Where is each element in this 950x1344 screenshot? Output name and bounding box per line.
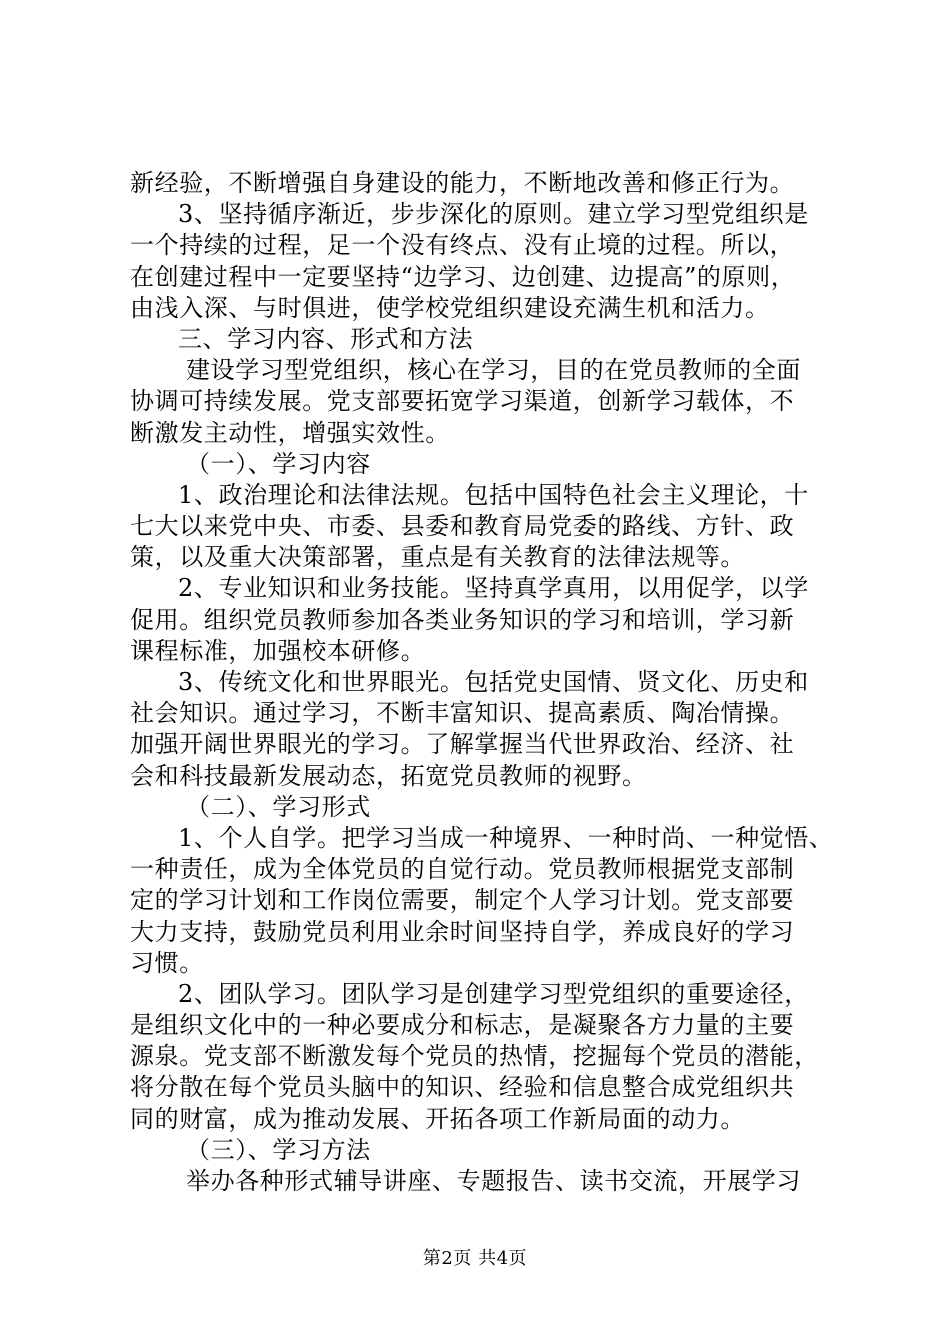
text-line: 促用。组织党员教师参加各类业务知识的学习和培训，学习新 <box>130 605 795 634</box>
text-line: 一个持续的过程，足一个没有终点、没有止境的过程。所以， <box>130 231 795 260</box>
text-line: 由浅入深、与时俱进，使学校党组织建设充满生机和活力。 <box>130 293 770 322</box>
text-line: 3、坚持循序渐近，步步深化的原则。建立学习型党组织是 <box>178 200 809 229</box>
text-line: 源泉。党支部不断激发每个党员的热情，挖掘每个党员的潜能， <box>130 1042 819 1071</box>
page-number: 第2页 共4页 <box>422 1248 528 1269</box>
text-line: 新经验，不断增强自身建设的能力，不断地改善和修正行为。 <box>130 169 795 197</box>
subsection-heading: （三）、学习方法 <box>186 1135 371 1164</box>
text-line: 1、政治理论和法律法规。包括中国特色社会主义理论，十 <box>178 480 809 509</box>
text-line: 大力支持，鼓励党员利用业余时间坚持自学，养成良好的学习 <box>130 917 795 946</box>
text-line: 协调可持续发展。党支部要拓宽学习渠道，创新学习载体，不 <box>130 387 795 416</box>
text-line: 举办各种形式辅导讲座、专题报告、读书交流，开展学习 <box>186 1167 801 1195</box>
text-line: 社会知识。通过学习，不断丰富知识、提高素质、陶冶情操。 <box>130 699 795 728</box>
text-line: 断激发主动性，增强实效性。 <box>130 418 450 447</box>
text-line: 建设学习型党组织，核心在学习，目的在党员教师的全面 <box>186 356 801 385</box>
text-line: 2、专业知识和业务技能。坚持真学真用，以用促学，以学 <box>178 574 809 603</box>
document-body <box>130 168 834 1197</box>
text-line: 一种责任，成为全体党员的自觉行动。党员教师根据党支部制 <box>130 855 795 884</box>
text-line: 会和科技最新发展动态，拓宽党员教师的视野。 <box>130 761 647 790</box>
text-line: 七大以来党中央、市委、县委和教育局党委的路线、方针、政 <box>130 512 795 541</box>
subsection-heading: （二）、学习形式 <box>186 792 371 821</box>
subsection-heading: （一）、学习内容 <box>186 449 371 478</box>
text-line: 课程标准，加强校本研修。 <box>130 636 426 665</box>
text-line: 3、传统文化和世界眼光。包括党史国情、贤文化、历史和 <box>178 668 809 696</box>
text-line: 将分散在每个党员头脑中的知识、经验和信息整合成党组织共 <box>130 1073 795 1102</box>
text-line: 习惯。 <box>130 948 204 977</box>
text-line: 在创建过程中一定要坚持“边学习、边创建、边提高”的原则， <box>130 262 796 291</box>
text-line: 定的学习计划和工作岗位需要，制定个人学习计划。党支部要 <box>130 886 795 915</box>
text-line: 2、团队学习。团队学习是创建学习型党组织的重要途径， <box>178 979 809 1008</box>
text-line: 1、个人自学。把学习当成一种境界、一种时尚、一种觉悟、 <box>178 823 834 852</box>
text-line: 是组织文化中的一种必要成分和标志，是凝聚各方力量的主要 <box>130 1011 795 1040</box>
text-line: 加强开阔世界眼光的学习。了解掌握当代世界政治、经济、社 <box>130 730 795 759</box>
text-line: 同的财富，成为推动发展、开拓各项工作新局面的动力。 <box>130 1104 745 1133</box>
section-heading: 三、学习内容、形式和方法 <box>178 324 474 353</box>
page-footer <box>0 1244 950 1270</box>
text-line: 策，以及重大决策部署，重点是有关教育的法律法规等。 <box>130 543 745 572</box>
